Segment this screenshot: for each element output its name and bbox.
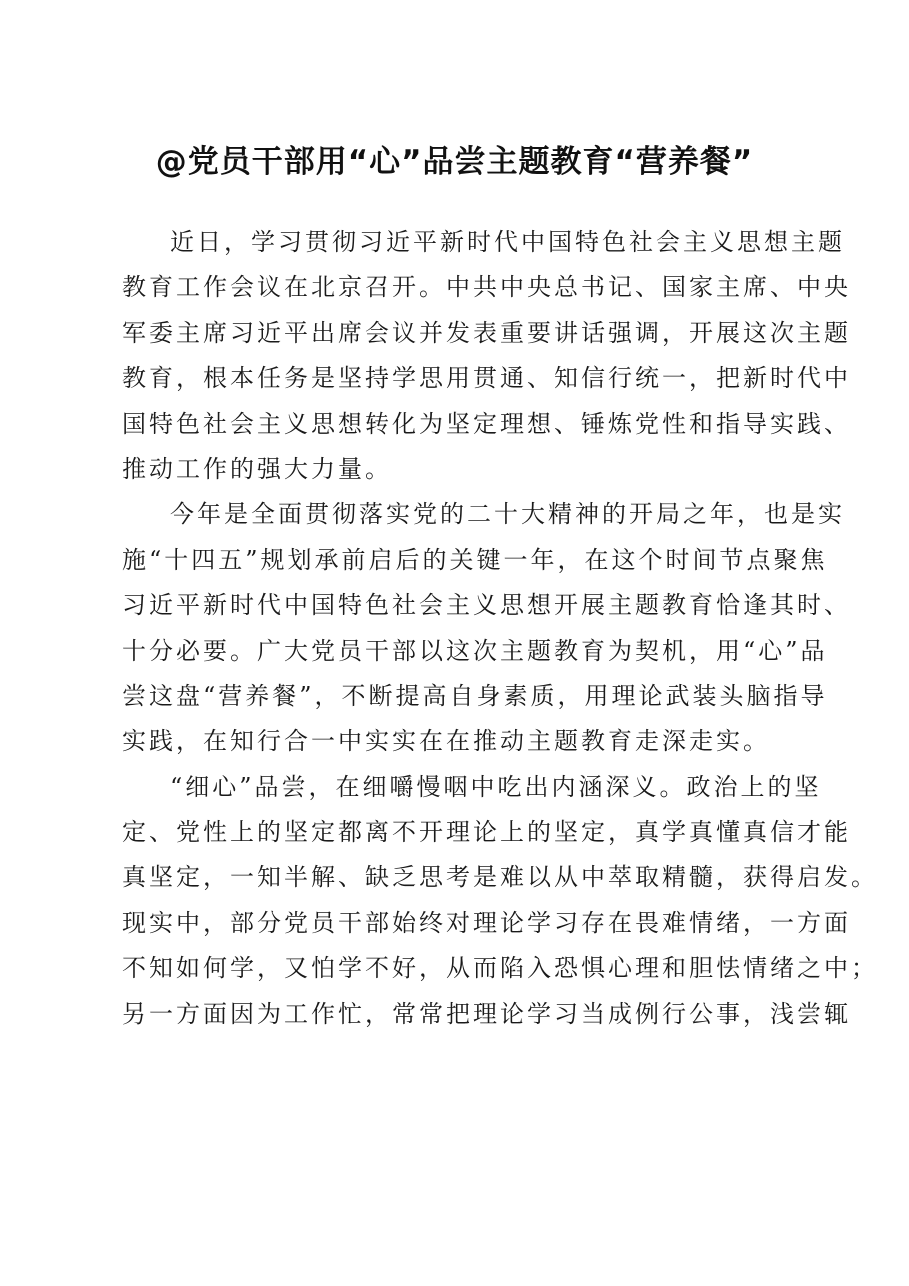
text-line: 习近平新时代中国特色社会主义思想开展主题教育恰逢其时、 — [122, 591, 851, 620]
text-line: 教育，根本任务是坚持学思用贯通、知信行统一，把新时代中 — [122, 364, 851, 393]
text-line: 今年是全面贯彻落实党的二十大精神的开局之年，也是实 — [170, 500, 845, 529]
paragraph-3 — [122, 765, 878, 1037]
text-line: 推动工作的强大力量。 — [122, 454, 392, 483]
text-line: 近日，学习贯彻习近平新时代中国特色社会主义思想主题 — [170, 228, 845, 256]
text-line: 施“十四五”规划承前启后的关键一年，在这个时间节点聚焦 — [122, 545, 828, 574]
text-line: “细心”品尝，在细嚼慢咽中吃出内涵深义。政治上的坚 — [170, 772, 822, 801]
text-line: 不知如何学，又怕学不好，从而陷入恐惧心理和胆怯情绪之中； — [122, 954, 878, 983]
text-line: 实践，在知行合一中实实在在推动主题教育走深走实。 — [122, 727, 770, 756]
text-line: 定、党性上的坚定都离不开理论上的坚定，真学真懂真信才能 — [122, 818, 851, 847]
text-line: 十分必要。广大党员干部以这次主题教育为契机，用“心”品 — [122, 636, 828, 665]
text-line: 真坚定，一知半解、缺乏思考是难以从中萃取精髓，获得启发。 — [122, 863, 878, 892]
paragraph-2 — [122, 492, 851, 764]
paragraph-1 — [122, 220, 851, 492]
document-title: @党员干部用“心”品尝主题教育“营养餐” — [155, 144, 754, 180]
text-line: 军委主席习近平出席会议并发表重要讲话强调，开展这次主题 — [122, 318, 851, 347]
text-line: 尝这盘“营养餐”，不断提高自身素质，用理论武装头脑指导 — [122, 681, 828, 710]
text-line: 教育工作会议在北京召开。中共中央总书记、国家主席、中央 — [122, 273, 851, 302]
text-line: 国特色社会主义思想转化为坚定理想、锤炼党性和指导实践、 — [122, 409, 851, 438]
text-line: 另一方面因为工作忙，常常把理论学习当成例行公事，浅尝辄 — [122, 999, 851, 1028]
document-body — [122, 220, 878, 1037]
text-line: 现实中，部分党员干部始终对理论学习存在畏难情绪，一方面 — [122, 908, 851, 937]
